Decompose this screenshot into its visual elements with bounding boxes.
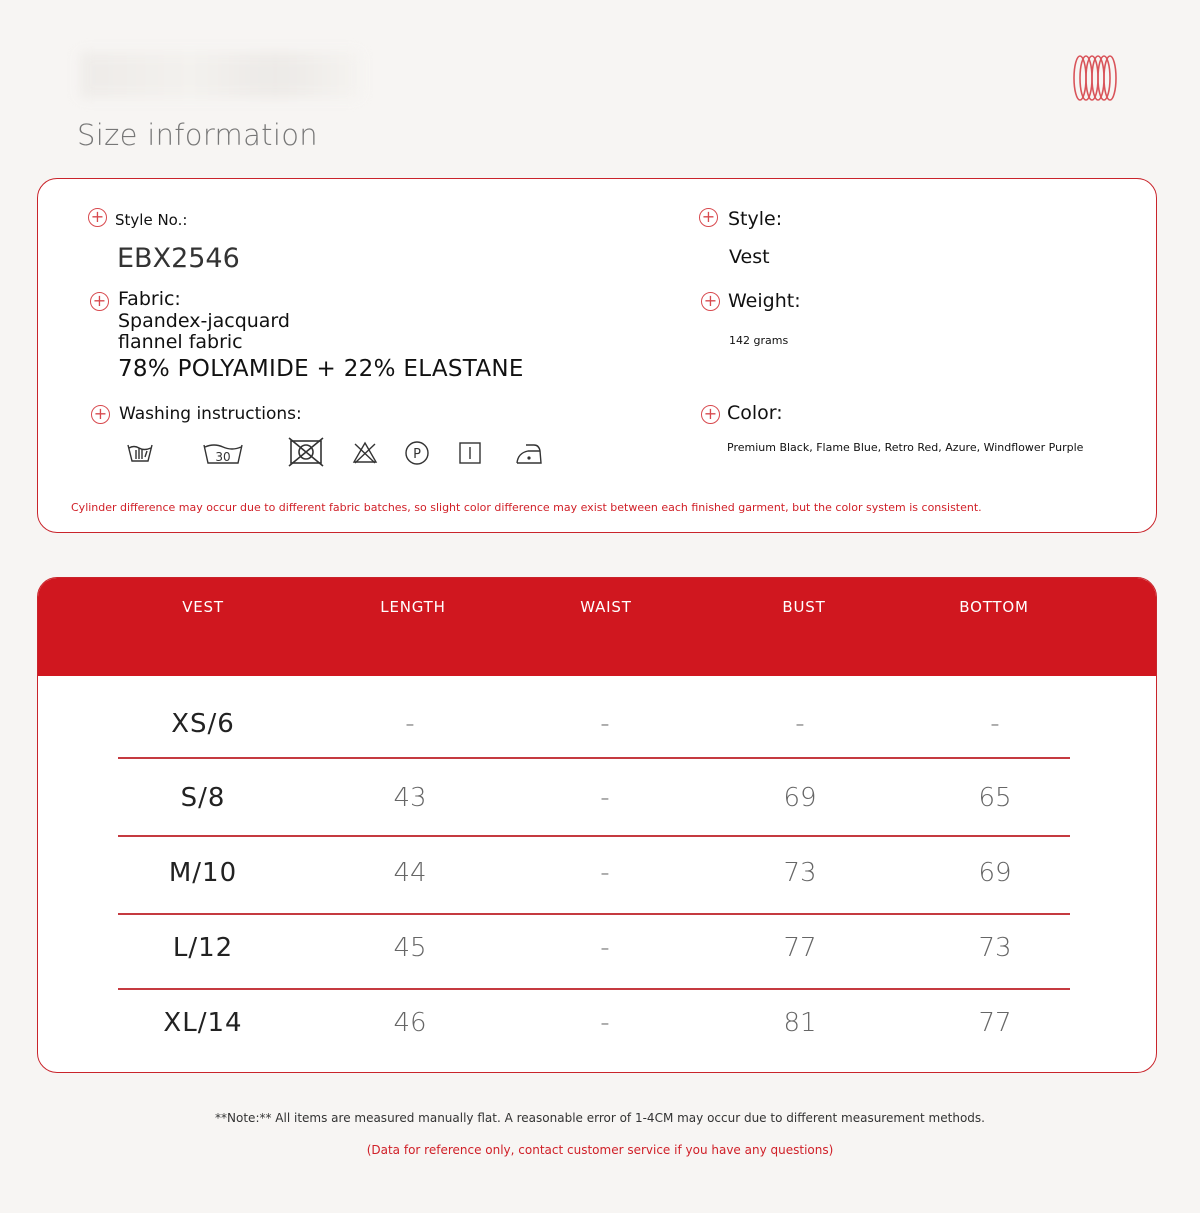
plus-circle-icon: + xyxy=(88,208,107,227)
table-row xyxy=(38,1008,1156,1073)
row-divider xyxy=(118,835,1070,837)
weight-label: Weight: xyxy=(728,290,801,312)
length-cell: 43 xyxy=(393,783,427,813)
table-header xyxy=(38,578,1156,676)
size-table xyxy=(37,577,1157,1073)
table-row xyxy=(38,933,1156,1009)
bottom-cell: 77 xyxy=(978,1008,1012,1038)
washing-label: Washing instructions: xyxy=(119,404,302,424)
dry-clean-p-icon xyxy=(404,440,430,466)
table-row xyxy=(38,709,1156,785)
fabric-line-1: Spandex-jacquard xyxy=(118,310,290,332)
row-divider xyxy=(118,757,1070,759)
size-cell: S/8 xyxy=(180,783,226,813)
bust-cell: 81 xyxy=(783,1008,817,1038)
waist-cell: - xyxy=(600,933,610,963)
product-info-card xyxy=(37,178,1157,533)
line-dry-icon xyxy=(458,440,482,466)
style-no-label: Style No.: xyxy=(115,211,188,229)
length-cell: - xyxy=(405,709,415,739)
style-value: Vest xyxy=(729,246,770,268)
table-row xyxy=(38,783,1156,859)
plus-circle-icon: + xyxy=(701,292,720,311)
style-label: Style: xyxy=(728,208,783,230)
plus-circle-icon: + xyxy=(90,292,109,311)
weight-value: 142 grams xyxy=(729,334,789,347)
header-waist: WAIST xyxy=(580,598,632,616)
bottom-cell: 69 xyxy=(978,858,1012,888)
plus-circle-icon: + xyxy=(699,208,718,227)
bust-cell: 77 xyxy=(783,933,817,963)
waist-cell: - xyxy=(600,858,610,888)
bottom-cell: 73 xyxy=(978,933,1012,963)
fabric-label: Fabric: xyxy=(118,288,181,310)
do-not-tumble-dry-icon xyxy=(288,437,324,467)
bottom-cell: 65 xyxy=(978,783,1012,813)
header-vest: VEST xyxy=(182,598,224,616)
blurred-brand-logo xyxy=(80,52,360,98)
size-cell: XL/14 xyxy=(163,1008,243,1038)
row-divider xyxy=(118,988,1070,990)
measurement-note: **Note:** All items are measured manually flat. A reasonable error of 1-4CM may occur due to different measurement methods. xyxy=(215,1111,985,1125)
bust-cell: 73 xyxy=(783,858,817,888)
length-cell: 45 xyxy=(393,933,427,963)
row-divider xyxy=(118,913,1070,915)
waist-cell: - xyxy=(600,709,610,739)
bust-cell: - xyxy=(795,709,805,739)
header-bottom: BOTTOM xyxy=(959,598,1029,616)
waist-cell: - xyxy=(600,783,610,813)
hand-wash-icon xyxy=(126,439,154,465)
reference-disclaimer: (Data for reference only, contact customer service if you have any questions) xyxy=(366,1143,834,1157)
low-iron-icon xyxy=(514,437,544,467)
size-cell: M/10 xyxy=(168,858,238,888)
waist-cell: - xyxy=(600,1008,610,1038)
bust-cell: 69 xyxy=(783,783,817,813)
color-label: Color: xyxy=(727,402,783,424)
fabric-line-2: flannel fabric xyxy=(118,331,243,353)
wash-30-icon xyxy=(202,441,244,465)
svg-text:P: P xyxy=(413,447,421,462)
header-length: LENGTH xyxy=(380,598,446,616)
size-cell: XS/6 xyxy=(171,709,235,739)
fabric-composition: 78% POLYAMIDE + 22% ELASTANE xyxy=(118,356,524,382)
plus-circle-icon: + xyxy=(701,405,720,424)
bottom-cell: - xyxy=(990,709,1000,739)
do-not-bleach-icon xyxy=(352,441,378,465)
color-value: Premium Black, Flame Blue, Retro Red, Azure, Windflower Purple xyxy=(727,441,1084,454)
style-no-value: EBX2546 xyxy=(117,243,240,274)
color-difference-notice: Cylinder difference may occur due to different fabric batches, so slight color difference may exist between each finished garment, but the color system is consistent. xyxy=(71,501,982,514)
header-bust: BUST xyxy=(782,598,826,616)
page-title: Size information xyxy=(77,118,318,152)
length-cell: 44 xyxy=(393,858,427,888)
table-row xyxy=(38,858,1156,934)
length-cell: 46 xyxy=(393,1008,427,1038)
plus-circle-icon: + xyxy=(91,405,110,424)
svg-text:30: 30 xyxy=(215,450,231,464)
size-cell: L/12 xyxy=(172,933,234,963)
oval-rings-logo-icon xyxy=(1068,50,1124,106)
